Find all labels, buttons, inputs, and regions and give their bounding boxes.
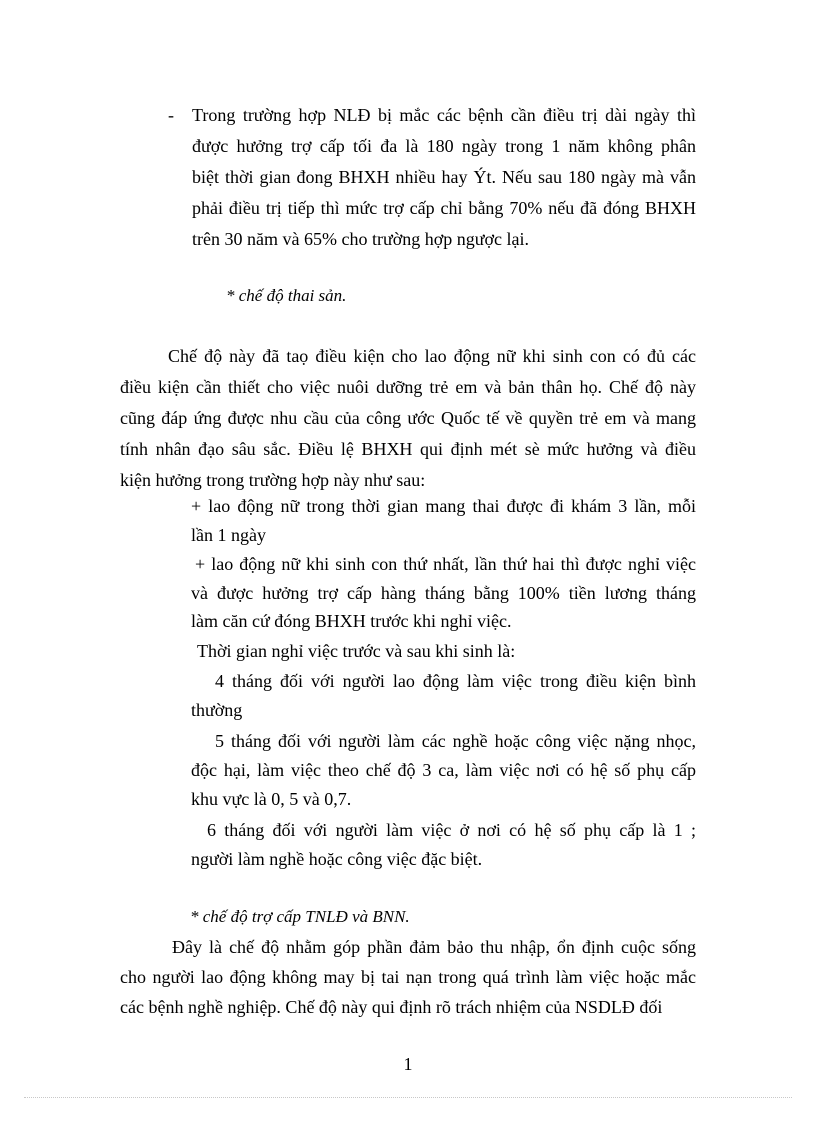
accident-line-2: cho người lao động không may bị tai nạn trong quá trình làm việc hoặc mắc: [120, 967, 696, 987]
maternity-line-4: tính nhân đạo sâu sắc. Điều lệ BHXH qui định mét sè mức hưởng và điều: [120, 439, 696, 459]
page-bottom-divider: [24, 1097, 792, 1098]
maternity-item-1: + lao động nữ trong thời gian mang thai được đi khám 3 lần, mỗi: [191, 496, 696, 516]
bullet-line-3: biệt thời gian đong BHXH nhiều hay Ýt. Nếu sau 180 ngày mà vẫn: [192, 167, 696, 187]
leave-5-months-cont-2: khu vực là 0, 5 và 0,7.: [191, 789, 352, 809]
accident-line-1: Đây là chế độ nhằm góp phần đảm bảo thu nhập, ổn định cuộc sống: [172, 937, 696, 957]
leave-4-months-cont: thường: [191, 700, 243, 720]
accident-line-3: các bệnh nghề nghiệp. Chế độ này qui định rõ trách nhiệm của NSDLĐ đối: [120, 997, 663, 1017]
maternity-item-2: + lao động nữ khi sinh con thứ nhất, lần thứ hai thì được nghỉ việc: [195, 554, 696, 574]
maternity-line-5: kiện hưởng trong trường hợp này như sau:: [120, 470, 426, 490]
leave-6-months-cont: người làm nghề hoặc công việc đặc biệt.: [191, 849, 483, 869]
page-number: 1: [403, 1054, 413, 1074]
maternity-line-2: điều kiện cần thiết cho việc nuôi dưỡng trẻ em và bản thân họ. Chế độ này: [120, 377, 696, 397]
bullet-line-5: trên 30 năm và 65% cho trường hợp ngược lại.: [192, 229, 529, 249]
maternity-item-2-cont-2: làm căn cứ đóng BHXH trước khi nghỉ việc.: [191, 611, 512, 631]
maternity-item-1-cont: lần 1 ngày: [191, 525, 266, 545]
heading-accident: * chế độ trợ cấp TNLĐ và BNN.: [190, 907, 410, 926]
maternity-line-1: Chế độ này đã taọ điều kiện cho lao động nữ khi sinh con có đủ các: [168, 346, 696, 366]
bullet-line-2: được hưởng trợ cấp tối đa là 180 ngày trong 1 năm không phân: [192, 136, 696, 156]
leave-5-months: 5 tháng đối với người làm các nghề hoặc công việc nặng nhọc,: [215, 731, 696, 751]
leave-4-months: 4 tháng đối với người lao động làm việc trong điều kiện bình: [215, 671, 696, 691]
leave-5-months-cont-1: độc hại, làm việc theo chế độ 3 ca, làm việc nơi có hệ số phụ cấp: [191, 760, 696, 780]
bullet-line-4: phải điều trị tiếp thì mức trợ cấp chỉ bằng 70% nếu đã đóng BHXH: [192, 198, 696, 218]
bullet-line-1: Trong trường hợp NLĐ bị mắc các bệnh cần điều trị dài ngày thì: [192, 105, 696, 125]
maternity-item-2-cont-1: và được hưởng trợ cấp hàng tháng bằng 100% tiền lương tháng: [191, 583, 696, 603]
heading-maternity: * chế độ thai sản.: [226, 286, 347, 305]
bullet-dash: -: [168, 105, 174, 125]
leave-6-months: 6 tháng đối với người làm việc ở nơi có hệ số phụ cấp là 1 ;: [207, 820, 696, 840]
leave-period-intro: Thời gian nghỉ việc trước và sau khi sinh là:: [197, 641, 516, 661]
maternity-line-3: cũng đáp ứng được nhu cầu của công ước Quốc tế về quyền trẻ em và mang: [120, 408, 696, 428]
